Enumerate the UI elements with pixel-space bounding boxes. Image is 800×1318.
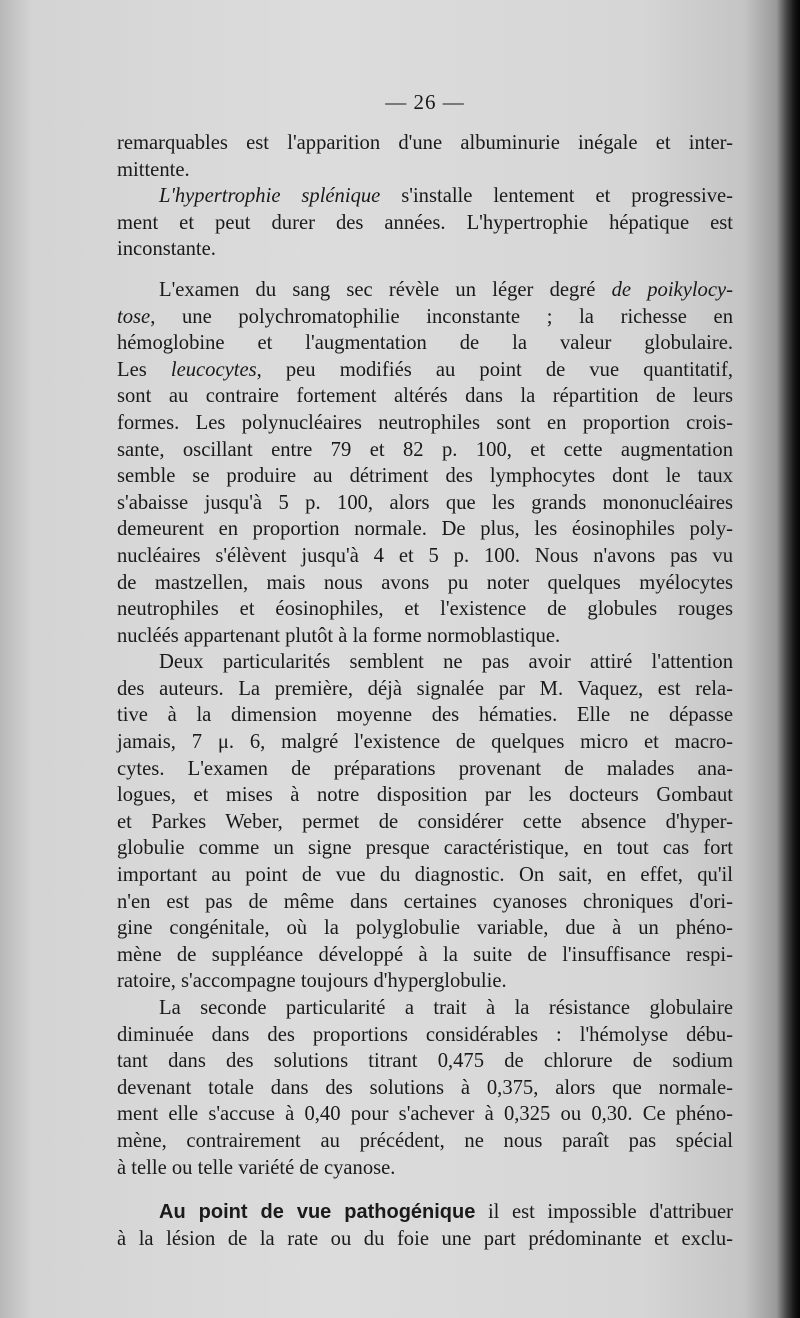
text-line	[117, 277, 733, 304]
text-line	[117, 183, 733, 210]
text-line: devenant totale dans des solutions à 0,375, alors que normale-	[117, 1076, 733, 1099]
text-run: il est impossible d'attribuer	[475, 1201, 733, 1224]
text-line: tant dans des solutions titrant 0,475 de chlorure de sodium	[117, 1050, 733, 1073]
text-line: gine congénitale, où la polyglobulie variable, due à un phéno-	[117, 917, 733, 940]
text-line: s'abaisse jusqu'à 5 p. 100, alors que les grands mononucléaires	[117, 491, 733, 514]
text-line: hémoglobine et l'augmentation de la valeur globulaire.	[117, 332, 733, 355]
text-line: à telle ou telle variété de cyanose.	[117, 1156, 396, 1179]
text-line: diminuée dans des proportions considérables : l'hémolyse débu-	[117, 1023, 733, 1046]
text-line: neutrophiles et éosinophiles, et l'existence de globules rouges	[117, 598, 733, 621]
text-line	[117, 357, 733, 384]
text-line: semble se produire au détriment des lymphocytes dont le taux	[117, 465, 733, 488]
text-line: globulie comme un signe presque caractéristique, en tout cas fort	[117, 837, 733, 860]
text-line: à la lésion de la rate ou du foie une part prédominante et exclu-	[117, 1227, 733, 1250]
text-line: cytes. L'examen de préparations provenant de malades ana-	[117, 757, 733, 780]
text-run: s'installe lentement et progressive-	[380, 185, 733, 208]
paragraph-2	[117, 183, 733, 263]
text-line: tive à la dimension moyenne des hématies. Elle ne dépasse	[117, 704, 733, 727]
text-run: , peu modifiés au point de vue quantitatif,	[256, 358, 733, 381]
text-line: La seconde particularité a trait à la résistance globulaire	[159, 997, 733, 1019]
text-line: de mastzellen, mais nous avons pu noter quelques myélocytes	[117, 571, 733, 594]
text-line	[117, 304, 733, 331]
text-line: sont au contraire fortement altérés dans la répartition de leurs	[117, 385, 733, 408]
text-line: mittente.	[117, 158, 190, 181]
text-line: demeurent en proportion normale. De plus, les éosinophiles poly-	[117, 518, 733, 541]
text-line: sante, oscillant entre 79 et 82 p. 100, et cette augmentation	[117, 438, 733, 461]
text-line: formes. Les polynucléaires neutrophiles sont en proportion crois-	[117, 411, 733, 434]
text-line: logues, et mises à notre disposition par les docteurs Gombaut	[117, 784, 733, 807]
text-line: ratoire, s'accompagne toujours d'hyperglobulie.	[117, 970, 507, 993]
italic-term: leucocytes	[170, 358, 257, 381]
paragraph-3	[117, 277, 733, 649]
text-line: jamais, 7 μ. 6, malgré l'existence de quelques micro et macro-	[117, 731, 733, 754]
paragraph-6	[117, 1199, 733, 1252]
text-line: inconstante.	[117, 238, 216, 261]
text-line	[117, 1199, 733, 1226]
text-line: mène, contrairement au précédent, ne nous paraît pas spécial	[117, 1129, 733, 1152]
text-run: L'examen du sang sec révèle un léger degré	[159, 278, 612, 301]
text-line: remarquables est l'apparition d'une albuminurie inégale et inter-	[117, 132, 733, 154]
text-run: , une polychromatophilie inconstante ; la richesse en	[150, 305, 733, 328]
text-line: des auteurs. La première, déjà signalée par M. Vaquez, est rela-	[117, 677, 733, 700]
text-line: mène de suppléance développé à la suite de l'insuffisance respi-	[117, 943, 733, 966]
paragraph-5	[117, 995, 733, 1181]
text-run: Les	[117, 358, 171, 381]
italic-term: L'hypertrophie splénique	[159, 185, 381, 208]
text-line: et Parkes Weber, permet de considérer cette absence d'hyper-	[117, 810, 733, 833]
text-line: nucléés appartenant plutôt à la forme normoblastique.	[117, 624, 561, 647]
text-line: Deux particularités semblent ne pas avoir attiré l'attention	[159, 651, 733, 674]
italic-term: tose	[117, 305, 151, 328]
text-line: n'en est pas de même dans certaines cyanoses chroniques d'ori-	[117, 890, 733, 913]
bold-heading: Au point de vue pathogénique	[159, 1201, 476, 1224]
paragraph-4	[117, 649, 733, 995]
text-line: ment elle s'accuse à 0,40 pour s'achever à 0,325 ou 0,30. Ce phéno-	[117, 1103, 733, 1126]
text-line: important au point de vue du diagnostic. On sait, en effet, qu'il	[117, 864, 733, 887]
page-number: — 26 —	[385, 90, 465, 114]
text-line: nucléaires s'élèvent jusqu'à 4 et 5 p. 100. Nous n'avons pas vu	[117, 544, 733, 567]
binding-shadow	[778, 0, 800, 1318]
body-text	[117, 130, 733, 1252]
text-line: ment et peut durer des années. L'hypertrophie hépatique est	[117, 211, 733, 234]
paragraph-1	[117, 130, 733, 183]
italic-term: de poikylocy-	[611, 278, 733, 301]
